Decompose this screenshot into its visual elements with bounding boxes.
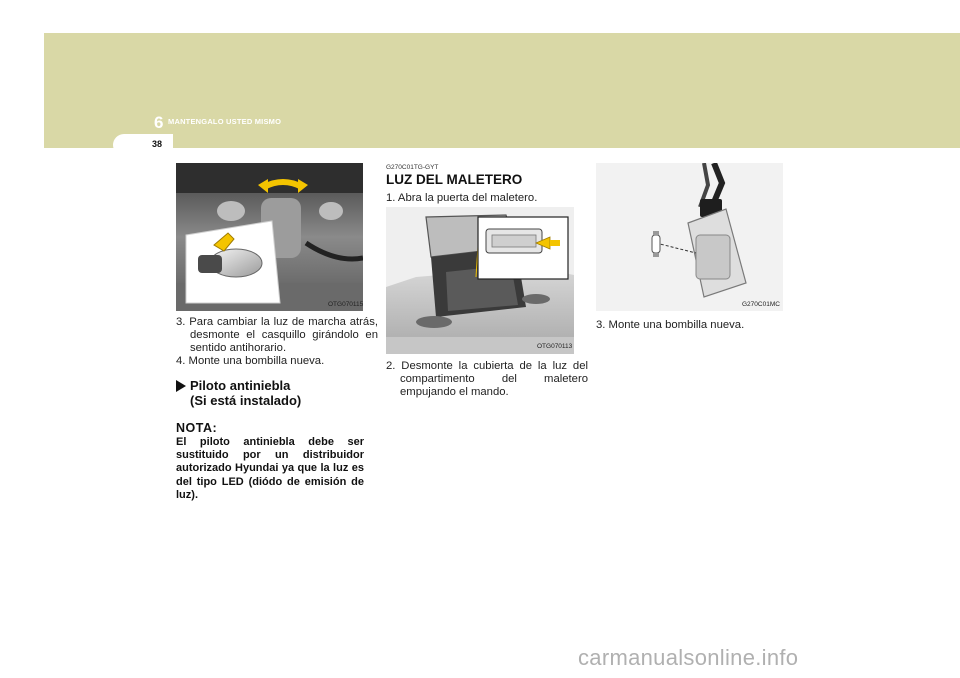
- note-text: El piloto antiniebla debe ser sustituido por un distribuidor autorizado Hyundai ya que la luz es del tipo LED (diódo de emisión de luz).: [176, 436, 364, 501]
- section-heading: LUZ DEL MALETERO: [386, 172, 523, 187]
- chapter-number: 6: [154, 113, 164, 132]
- section-code: G270C01TG-GYT: [386, 164, 439, 171]
- open-trunk-photo: [386, 207, 574, 354]
- step-3-backup-light: 3. Para cambiar la luz de marcha atrás, desmonte el casquillo girándolo en sentido antihorario.: [176, 316, 378, 355]
- step-3-install-bulb: 3. Monte una bombilla nueva.: [596, 319, 745, 331]
- step-4-new-bulb: 4. Monte una bombilla nueva.: [176, 355, 325, 367]
- trunk-lamp-bulb-photo: [596, 163, 783, 311]
- backup-light-socket-photo: [176, 163, 363, 311]
- page-number-tab: [113, 134, 173, 156]
- fog-light-subheading-2: (Si está instalado): [190, 393, 302, 408]
- watermark[interactable]: carmanualsonline.info: [578, 645, 799, 670]
- step-1-open-trunk: 1. Abra la puerta del maletero.: [386, 192, 538, 204]
- image-caption-middle: OTG070113: [537, 343, 573, 350]
- image-caption-right: G270C01MC: [742, 301, 780, 308]
- page-number: 38: [152, 139, 163, 149]
- note-heading: NOTA:: [176, 421, 218, 435]
- chapter-title: MANTENGALO USTED MISMO: [168, 117, 282, 126]
- header-band: [44, 33, 960, 148]
- step-2-remove-cover: 2. Desmonte la cubierta de la luz del compartimento del maletero empujando el mando.: [386, 360, 588, 399]
- fog-light-subheading-1: Piloto antiniebla: [190, 378, 291, 393]
- image-caption-left: OTG070115: [328, 301, 364, 308]
- section-bullet-icon: [176, 380, 186, 392]
